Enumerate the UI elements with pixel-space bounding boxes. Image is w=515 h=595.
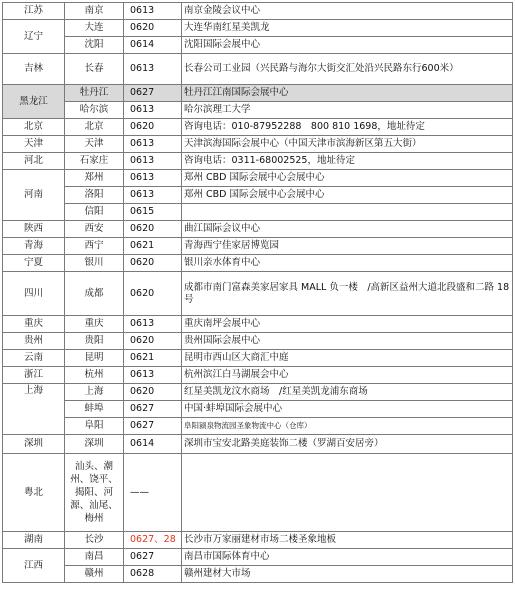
- city-cell: 大连: [65, 20, 124, 37]
- date-cell: 0620: [124, 20, 182, 37]
- venue-cell: [182, 204, 513, 221]
- city-cell: 深圳: [65, 435, 124, 454]
- venue-cell: 咨询电话：010-87952288 800 810 1698，地址待定: [182, 119, 513, 136]
- date-cell: 0613: [124, 3, 182, 20]
- date-cell: 0614: [124, 37, 182, 54]
- table-row: [3, 204, 513, 221]
- province-cell: 北京: [3, 119, 65, 136]
- date-cell: 0613: [124, 136, 182, 153]
- table-row: [3, 37, 513, 54]
- date-cell: 0627: [124, 401, 182, 418]
- table-row: [3, 316, 513, 333]
- table-row: [3, 54, 513, 85]
- province-cell: 云南: [3, 350, 65, 367]
- city-cell: 汕头、潮州、饶平、揭阳、河源、汕尾、梅州: [65, 454, 124, 532]
- date-cell: 0613: [124, 170, 182, 187]
- table-row: [3, 333, 513, 350]
- city-cell: 信阳: [65, 204, 124, 221]
- venue-cell: 昆明市西山区大商汇中庭: [182, 350, 513, 367]
- province-cell: 深圳: [3, 435, 65, 454]
- date-cell: 0613: [124, 54, 182, 85]
- table-row: [3, 255, 513, 272]
- city-cell: 成都: [65, 272, 124, 316]
- venue-cell: 长春公司工业园（兴民路与海尔大街交汇处沿兴民路东行600米）: [182, 54, 513, 85]
- city-cell: 上海: [65, 384, 124, 401]
- date-cell: 0621: [124, 238, 182, 255]
- venue-cell: 南京金陵会议中心: [182, 3, 513, 20]
- table-row: [3, 532, 513, 549]
- venue-cell: 深圳市宝安北路美庭装饰二楼（罗湖百安居旁）: [182, 435, 513, 454]
- province-cell: 江西: [3, 549, 65, 583]
- date-cell: 0621: [124, 350, 182, 367]
- date-cell: 0613: [124, 187, 182, 204]
- venue-cell: 郑州 CBD 国际会展中心会展中心: [182, 187, 513, 204]
- city-cell: 重庆: [65, 316, 124, 333]
- venue-cell: 沈阳国际会展中心: [182, 37, 513, 54]
- table-row: [3, 187, 513, 204]
- event-schedule-table: [2, 2, 513, 583]
- city-cell: 蚌埠: [65, 401, 124, 418]
- date-cell: ——: [124, 454, 182, 532]
- table-row: [3, 136, 513, 153]
- table-row: [3, 435, 513, 454]
- city-cell: 昆明: [65, 350, 124, 367]
- province-cell: 贵州: [3, 333, 65, 350]
- table-row: [3, 272, 513, 316]
- date-cell: 0613: [124, 367, 182, 384]
- table-row: [3, 367, 513, 384]
- city-cell: 赣州: [65, 566, 124, 583]
- date-cell: 0620: [124, 255, 182, 272]
- city-cell: 西宁: [65, 238, 124, 255]
- venue-cell: 曲江国际会议中心: [182, 221, 513, 238]
- province-cell: 黑龙江: [3, 85, 65, 119]
- table-row: [3, 119, 513, 136]
- venue-cell: 咨询电话：0311-68002525，地址待定: [182, 153, 513, 170]
- venue-cell: 大连华南红星美凯龙: [182, 20, 513, 37]
- city-cell: 南昌: [65, 549, 124, 566]
- date-cell: 0613: [124, 102, 182, 119]
- date-cell: 0613: [124, 153, 182, 170]
- province-cell: 粤北: [3, 454, 65, 532]
- date-cell: 0615: [124, 204, 182, 221]
- venue-cell: 贵州国际会展中心: [182, 333, 513, 350]
- city-cell: 洛阳: [65, 187, 124, 204]
- venue-cell: 青海西宁佳家居博览园: [182, 238, 513, 255]
- date-cell: 0627: [124, 549, 182, 566]
- city-cell: 银川: [65, 255, 124, 272]
- venue-cell: 银川亲水体育中心: [182, 255, 513, 272]
- table-row: [3, 454, 513, 532]
- city-cell: 长沙: [65, 532, 124, 549]
- date-cell: 0613: [124, 316, 182, 333]
- city-cell: 贵阳: [65, 333, 124, 350]
- table-row: [3, 3, 513, 20]
- province-cell: 辽宁: [3, 20, 65, 54]
- province-cell: 宁夏: [3, 255, 65, 272]
- province-cell: 河南: [3, 170, 65, 221]
- venue-cell: 南昌市国际体育中心: [182, 549, 513, 566]
- table-row: [3, 401, 513, 418]
- city-cell: 长春: [65, 54, 124, 85]
- table-row: [3, 170, 513, 187]
- date-cell: 0614: [124, 435, 182, 454]
- venue-cell: 长沙市万家丽建材市场二楼圣象地板: [182, 532, 513, 549]
- venue-cell: 哈尔滨理工大学: [182, 102, 513, 119]
- province-cell: 陕西: [3, 221, 65, 238]
- date-cell: 0627、28: [124, 532, 182, 549]
- city-cell: 南京: [65, 3, 124, 20]
- table-row: [3, 102, 513, 119]
- table-row: [3, 384, 513, 401]
- province-cell: 江苏: [3, 3, 65, 20]
- province-cell: 四川: [3, 272, 65, 316]
- date-cell: 0620: [124, 384, 182, 401]
- province-cell: 河北: [3, 153, 65, 170]
- province-cell: 青海: [3, 238, 65, 255]
- city-cell: 北京: [65, 119, 124, 136]
- date-cell: 0627: [124, 418, 182, 435]
- city-cell: 阜阳: [65, 418, 124, 435]
- table-row: [3, 566, 513, 583]
- city-cell: 郑州: [65, 170, 124, 187]
- venue-cell: 天津滨海国际会展中心（中国天津市滨海新区第五大街）: [182, 136, 513, 153]
- venue-cell: 成都市南门富森美家居家具 MALL 负一楼 /高新区益州大道北段盛和二路 18 号: [182, 272, 513, 316]
- city-cell: 石家庄: [65, 153, 124, 170]
- province-cell: 湖南: [3, 532, 65, 549]
- date-cell: 0620: [124, 333, 182, 350]
- venue-cell: 郑州 CBD 国际会展中心会展中心: [182, 170, 513, 187]
- city-cell: 杭州: [65, 367, 124, 384]
- table-row: [3, 153, 513, 170]
- city-cell: 牡丹江: [65, 85, 124, 102]
- city-cell: 天津: [65, 136, 124, 153]
- date-cell: 0620: [124, 272, 182, 316]
- venue-cell: 赣州建材大市场: [182, 566, 513, 583]
- table-row: [3, 549, 513, 566]
- table-row-highlighted: [3, 85, 513, 102]
- province-cell: 浙江: [3, 367, 65, 384]
- date-cell: 0620: [124, 119, 182, 136]
- venue-cell: 杭州滨江白马湖展会中心: [182, 367, 513, 384]
- city-cell: 哈尔滨: [65, 102, 124, 119]
- city-cell: 西安: [65, 221, 124, 238]
- date-cell: 0627: [124, 85, 182, 102]
- table-row: [3, 350, 513, 367]
- date-cell: 0628: [124, 566, 182, 583]
- venue-cell: 阜阳颍泉物流园圣象物流中心（仓库）: [182, 418, 513, 435]
- province-cell: 重庆: [3, 316, 65, 333]
- date-cell: 0620: [124, 221, 182, 238]
- province-cell: 天津: [3, 136, 65, 153]
- table-row: [3, 238, 513, 255]
- venue-cell: 红星美凯龙汶水商场 /红星美凯龙浦东商场: [182, 384, 513, 401]
- province-cell: 吉林: [3, 54, 65, 85]
- city-cell: 沈阳: [65, 37, 124, 54]
- table-row: [3, 221, 513, 238]
- venue-cell: [182, 454, 513, 532]
- table-row: [3, 20, 513, 37]
- province-cell: 上海: [3, 384, 65, 435]
- venue-cell: 中国·蚌埠国际会展中心: [182, 401, 513, 418]
- table-row: [3, 418, 513, 435]
- venue-cell: 牡丹江江南国际会展中心: [182, 85, 513, 102]
- venue-cell: 重庆南坪会展中心: [182, 316, 513, 333]
